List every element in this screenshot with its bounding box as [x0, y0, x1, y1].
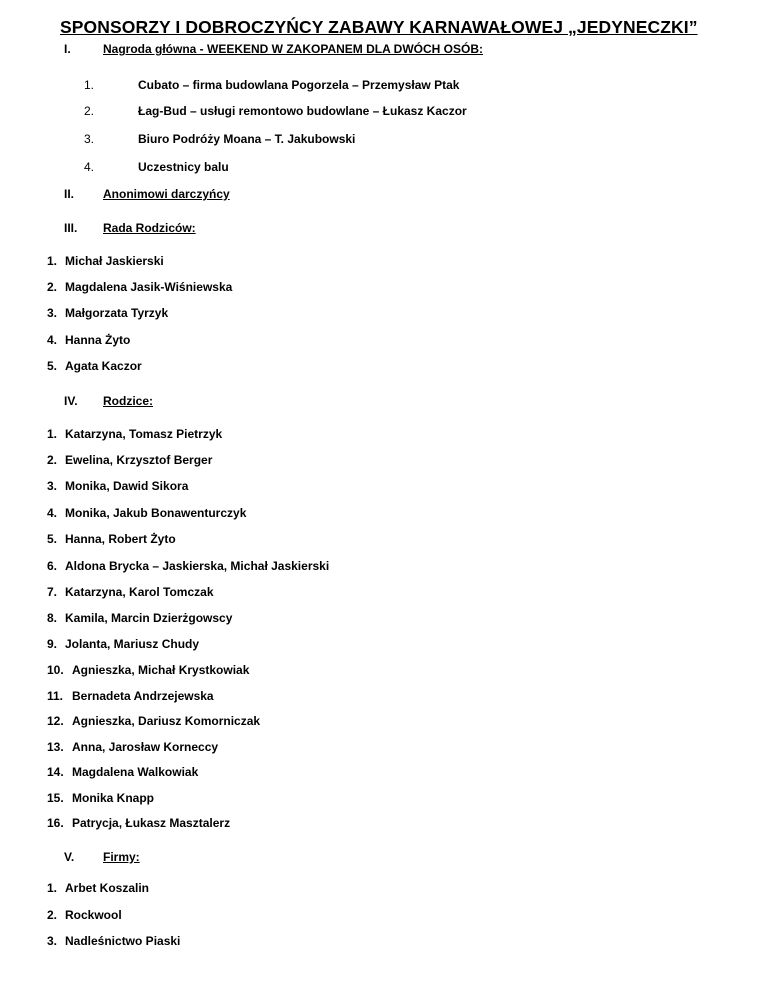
section-4-item-number: 2.	[47, 453, 58, 467]
section-5-item-text: Nadleśnictwo Piaski	[65, 934, 181, 948]
section-3-item-number: 5.	[47, 359, 58, 373]
section-5-heading: Firmy:	[103, 850, 140, 864]
section-3-item-text: Michał Jaskierski	[65, 254, 164, 268]
section-3-item-text: Małgorzata Tyrzyk	[65, 306, 169, 320]
section-4-numeral: IV.	[64, 394, 78, 408]
section-4-item-number: 9.	[47, 637, 58, 651]
section-1-item-number: 1.	[84, 78, 95, 92]
section-4-item-text: Monika Knapp	[72, 791, 155, 805]
section-4-item-number: 14.	[47, 765, 64, 779]
section-1-item-text: Biuro Podróży Moana – T. Jakubowski	[138, 132, 356, 146]
section-4-item-number: 13.	[47, 740, 64, 754]
section-3-item-number: 1.	[47, 254, 58, 268]
section-3-item-number: 2.	[47, 280, 58, 294]
section-3-numeral: III.	[64, 221, 78, 235]
section-4-item-text: Ewelina, Krzysztof Berger	[65, 453, 213, 467]
section-3-item-text: Hanna Żyto	[65, 333, 131, 347]
section-2-numeral: II.	[64, 187, 75, 201]
section-4-item-text: Jolanta, Mariusz Chudy	[65, 637, 200, 651]
section-1-numeral: I.	[64, 42, 71, 56]
section-3-item-text: Agata Kaczor	[65, 359, 142, 373]
section-4-item-number: 4.	[47, 506, 58, 520]
section-4-item-number: 5.	[47, 532, 58, 546]
section-5-item-text: Rockwool	[65, 908, 122, 922]
section-4-item-number: 8.	[47, 611, 58, 625]
section-2-heading: Anonimowi darczyńcy	[103, 187, 230, 201]
section-5-item-text: Arbet Koszalin	[65, 881, 150, 895]
section-1-item-text: Cubato – firma budowlana Pogorzela – Przemysław Ptak	[138, 78, 460, 92]
section-4-item-number: 1.	[47, 427, 58, 441]
section-4-item-number: 15.	[47, 791, 64, 805]
section-3-item-number: 3.	[47, 306, 58, 320]
section-3-item-number: 4.	[47, 333, 58, 347]
section-5-numeral: V.	[64, 850, 75, 864]
section-5-item-number: 3.	[47, 934, 58, 948]
section-4-item-text: Monika, Dawid Sikora	[65, 479, 189, 493]
section-4-item-text: Monika, Jakub Bonawenturczyk	[65, 506, 247, 520]
section-4-item-text: Katarzyna, Tomasz Pietrzyk	[65, 427, 223, 441]
section-4-item-text: Kamila, Marcin Dzierżgowscy	[65, 611, 233, 625]
section-1-item-number: 3.	[84, 132, 95, 146]
section-1-heading: Nagroda główna - WEEKEND W ZAKOPANEM DLA DWÓCH OSÓB:	[103, 42, 483, 56]
section-3-heading: Rada Rodziców:	[103, 221, 196, 235]
section-4-item-text: Katarzyna, Karol Tomczak	[65, 585, 214, 599]
section-1-item-text: Łag-Bud – usługi remontowo budowlane – Łukasz Kaczor	[138, 104, 467, 118]
section-4-item-number: 10.	[47, 663, 64, 677]
section-1-item-number: 4.	[84, 160, 95, 174]
section-3-item-text: Magdalena Jasik-Wiśniewska	[65, 280, 233, 294]
section-4-item-text: Anna, Jarosław Korneccy	[72, 740, 219, 754]
section-4-heading: Rodzice:	[103, 394, 154, 408]
section-4-item-number: 3.	[47, 479, 58, 493]
section-4-item-number: 11.	[47, 689, 64, 703]
document-title: SPONSORZY I DOBROCZYŃCY ZABAWY KARNAWAŁOWEJ „JEDYNECZKI”	[60, 17, 698, 37]
section-4-item-text: Agnieszka, Dariusz Komorniczak	[72, 714, 261, 728]
section-4-item-number: 7.	[47, 585, 58, 599]
section-4-item-text: Agnieszka, Michał Krystkowiak	[72, 663, 250, 677]
section-4-item-text: Patrycja, Łukasz Masztalerz	[72, 816, 231, 830]
section-4-item-number: 16.	[47, 816, 64, 830]
section-4-item-text: Magdalena Walkowiak	[72, 765, 199, 779]
section-4-item-number: 12.	[47, 714, 64, 728]
section-4-item-text: Aldona Brycka – Jaskierska, Michał Jaskierski	[65, 559, 330, 573]
section-4-item-text: Bernadeta Andrzejewska	[72, 689, 214, 703]
section-1-item-text: Uczestnicy balu	[138, 160, 229, 174]
section-1-item-number: 2.	[84, 104, 95, 118]
section-4-item-text: Hanna, Robert Żyto	[65, 532, 176, 546]
section-4-item-number: 6.	[47, 559, 58, 573]
section-5-item-number: 2.	[47, 908, 58, 922]
section-5-item-number: 1.	[47, 881, 58, 895]
